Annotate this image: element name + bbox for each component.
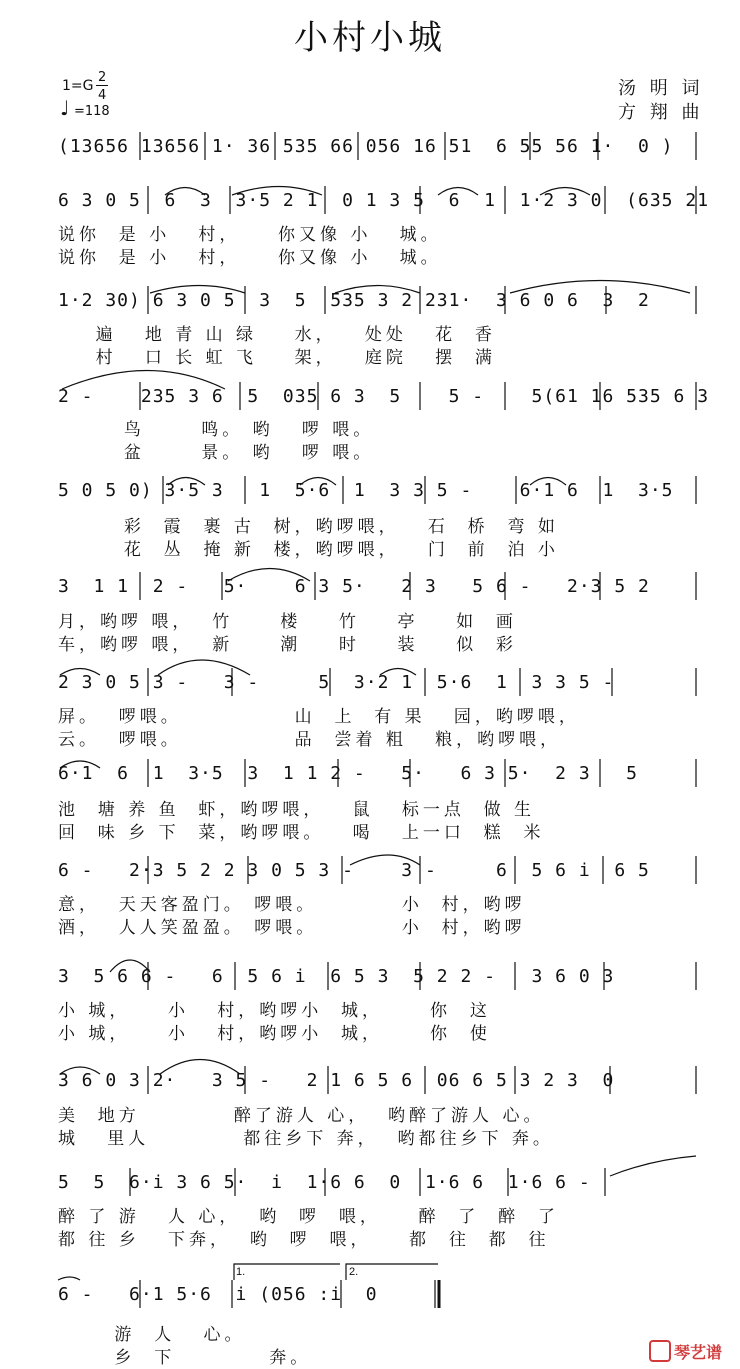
lyrics-line-12-verse-1: 醉 了 游 人 心， 哟 啰 喂， 醉 了 醉 了 <box>58 1207 559 1227</box>
qinyipu-watermark <box>638 1321 722 1363</box>
lyrics-line-7-verse-1: 屏。 啰喂。 山 上 有 果 园，哟啰喂， <box>58 707 580 727</box>
score-line-7: 2 3 0 5 3 - 3 - 5 3·2 1 5·6 1 3 3 5 - <box>58 672 615 693</box>
lyrics-line-11-verse-1: 美 地方 醉了游人 心， 哟醉了游人 心。 <box>58 1106 545 1126</box>
lyrics-line-2-verse-2: 说你 是 小 村， 你又像 小 城。 <box>58 248 442 268</box>
score-line-11: 3 6 0 3 2· 3 5 - 2 1 6 5 6 06 6 5 3 2 3 0 <box>58 1070 615 1091</box>
lyrics-line-13-verse-2: 乡 下 奔。 <box>58 1348 312 1368</box>
lyrics-line-3-verse-1: 遍 地 青 山 绿 水， 处处 花 香 <box>58 325 496 345</box>
lyrics-line-12-verse-2: 都 往 乡 下奔， 哟 啰 喂， 都 往 都 往 <box>58 1230 550 1250</box>
lyrics-line-8-verse-2: 回 味 乡 下 菜，哟啰喂。 喝 上一口 糕 米 <box>58 823 545 843</box>
score-line-13: 6 - 6·1 5·6 i (056 :i 0 <box>58 1284 378 1305</box>
time-signature-bottom: 4 <box>98 88 107 103</box>
lyrics-line-5-verse-1: 彩 霞 裹 古 树，哟啰喂， 石 桥 弯 如 <box>58 517 559 537</box>
lyrics-line-6-verse-1: 月，哟啰 喂， 竹 楼 竹 亭 如 画 <box>58 612 517 632</box>
time-signature-top: 2 <box>98 70 107 85</box>
lyrics-line-7-verse-2: 云。 啰喂。 品 尝着 粗 粮，哟啰喂， <box>58 730 562 750</box>
lyrics-line-8-verse-1: 池 塘 养 鱼 虾，哟啰喂， 鼠 标一点 做 生 <box>58 800 536 820</box>
watermark-text: 琴艺谱 <box>673 1343 722 1362</box>
piano-logo-icon <box>649 1340 671 1362</box>
volta-1-label: 1. <box>236 1266 246 1278</box>
lyrics-line-4-verse-1: 鸟 鸣。 哟 啰 喂。 <box>58 420 375 440</box>
score-line-5: 5 0 5 0) 3·5 3 1 5·6 1 3 3 5 - 6·1 6 1 3·5 <box>58 480 674 501</box>
score-line-9: 6 - 2·3 5 2 2 3 0 5 3 - 3 - 6 5 6 i 6 5 <box>58 860 650 881</box>
score-line-1: (13656 13656 1· 36 535 66 056 16 51 6 55 56 1· 0 ) <box>58 136 674 157</box>
score-line-8: 6·1 6 1 3·5 3 1 1 2 - 5· 6 3 5· 2 3 5 <box>58 763 639 784</box>
lyrics-line-5-verse-2: 花 丛 掩 新 楼，哟啰喂， 门 前 泊 小 <box>58 540 559 560</box>
score-line-4: 2 - 235 3 6 5 035 6 3 5 5 - 5(61 16 535 6 3 <box>58 386 710 407</box>
score-line-3: 1·2 30) 6 3 0 5 3 5 535 3 2 231· 3 6 0 6 3 2 <box>58 290 650 311</box>
key-signature: 1=G <box>62 78 94 94</box>
lyrics-line-4-verse-2: 盆 景。 哟 啰 喂。 <box>58 443 375 463</box>
score-line-2: 6 3 0 5 6 3 3·5 2 1 0 1 3 5 6 1 1·2 3 0 (635 21 <box>58 190 710 211</box>
lyrics-line-13-verse-1: 游 人 心。 <box>58 1325 246 1345</box>
song-title: 小村小城 <box>294 18 446 58</box>
quarter-note-icon: ♩ <box>60 96 70 120</box>
composer-credit: 方 翔 曲 <box>618 102 704 123</box>
lyrics-line-6-verse-2: 车，哟啰 喂， 新 潮 时 装 似 彩 <box>58 635 517 655</box>
lyrics-line-3-verse-2: 村 口 长 虹 飞 架， 庭院 摆 满 <box>58 348 496 368</box>
volta-2-label: 2. <box>349 1266 359 1278</box>
lyricist-credit: 汤 明 词 <box>618 78 704 99</box>
tempo-marking: =118 <box>74 104 110 119</box>
lyrics-line-2-verse-1: 说你 是 小 村， 你又像 小 城。 <box>58 225 442 245</box>
lyrics-line-9-verse-1: 意， 天天客盈门。 啰喂。 小 村，哟啰 <box>58 895 526 915</box>
lyrics-line-10-verse-1: 小 城， 小 村，哟啰小 城， 你 这 <box>58 1001 491 1021</box>
lyrics-line-11-verse-2: 城 里人 都往乡下 奔， 哟都往乡下 奔。 <box>58 1129 554 1149</box>
score-line-6: 3 1 1 2 - 5· 6 3 5· 2 3 5 6 - 2·3 5 2 <box>58 576 650 597</box>
lyrics-line-9-verse-2: 酒， 人人笑盈盈。 啰喂。 小 村，哟啰 <box>58 918 526 938</box>
score-line-12: 5 5 6·i 3 6 5· i 1·6 6 0 1·6 6 1·6 6 - <box>58 1172 591 1193</box>
score-line-10: 3 5 6 6 - 6 5 6 i 6 5 3 5 2 2 - 3 6 0 3 <box>58 966 615 987</box>
lyrics-line-10-verse-2: 小 城， 小 村，哟啰小 城， 你 使 <box>58 1024 491 1044</box>
